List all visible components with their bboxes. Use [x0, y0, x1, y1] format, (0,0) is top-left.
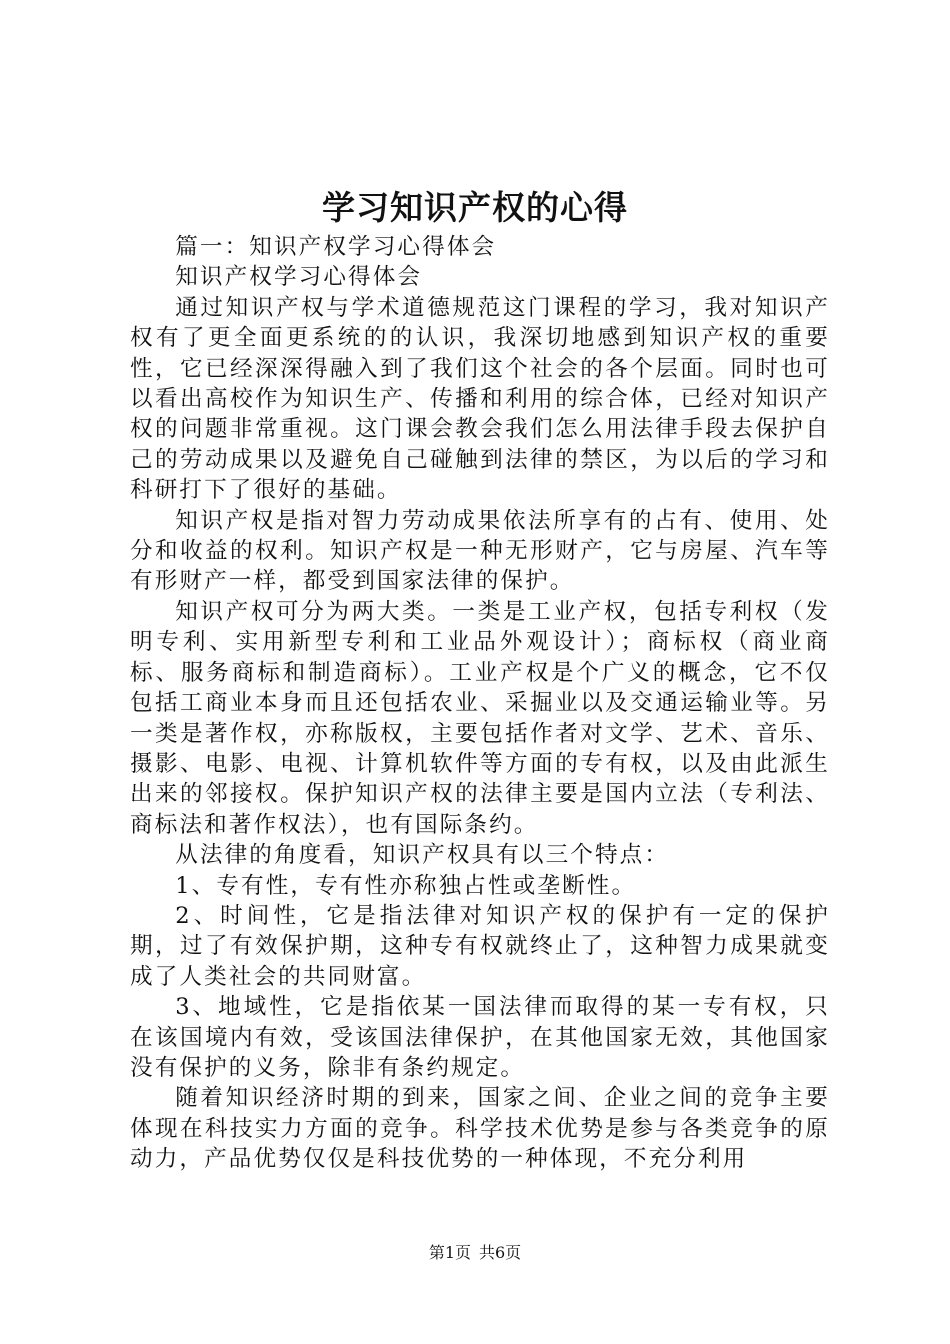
- body-paragraph: 随着知识经济时期的到来，国家之间、企业之间的竞争主要体现在科技实力方面的竞争。科学技术优势是参与各类竞争的原动力，产品优势仅仅是科技优势的一种体现，不充分利用: [130, 1085, 830, 1173]
- body-paragraph: 通过知识产权与学术道德规范这门课程的学习，我对知识产权有了更全面更系统的的认识，我深切地感到知识产权的重要性，它已经深深得融入到了我们这个社会的各个层面。同时也可以看出高校作为知识生产、传播和利用的综合体，已经对知识产权的问题非常重视。这门课会教会我们怎么用法律手段去保护自己的劳动成果以及避免自己碰触到法律的禁区，为以后的学习和科研打下了很好的基础。: [130, 294, 830, 504]
- section-heading: 篇一：知识产权学习心得体会: [175, 234, 497, 260]
- list-item: 3、地域性，它是指依某一国法律而取得的某一专有权，只在该国境内有效，受该国法律保护，在其他国家无效，其他国家没有保护的义务，除非有条约规定。: [130, 994, 830, 1081]
- page-number: 第1页: [428, 1243, 471, 1262]
- list-item: 2、时间性，它是指法律对知识产权的保护有一定的保护期，过了有效保护期，这种专有权就终止了，这种智力成果就变成了人类社会的共同财富。: [130, 902, 830, 990]
- section-subheading: 知识产权学习心得体会: [175, 264, 423, 291]
- body-paragraph: 从法律的角度看，知识产权具有以三个特点：: [175, 842, 670, 869]
- page-footer: [0, 1242, 950, 1264]
- document-title: 学习知识产权的心得: [322, 188, 628, 227]
- body-paragraph: 知识产权可分为两大类。一类是工业产权，包括专利权（发明专利、实用新型专利和工业品外观设计）；商标权（商业商标、服务商标和制造商标）。工业产权是个广义的概念，它不仅包括工商业本身而且还包括农业、采掘业以及交通运输业等。另一类是著作权，亦称版权，主要包括作者对文学、艺术、音乐、摄影、电影、电视、计算机软件等方面的专有权，以及由此派生出来的邻接权。保护知识产权的法律主要是国内立法（专利法、商标法和著作权法），也有国际条约。: [130, 598, 830, 838]
- document-body: [130, 232, 830, 1175]
- page-total: 共6页: [479, 1243, 522, 1262]
- body-paragraph: 知识产权是指对智力劳动成果依法所享有的占有、使用、处分和收益的权利。知识产权是一种无形财产，它与房屋、汽车等有形财产一样，都受到国家法律的保护。: [130, 507, 830, 595]
- list-item: 1、专有性，专有性亦称独占性或垄断性。: [175, 872, 637, 899]
